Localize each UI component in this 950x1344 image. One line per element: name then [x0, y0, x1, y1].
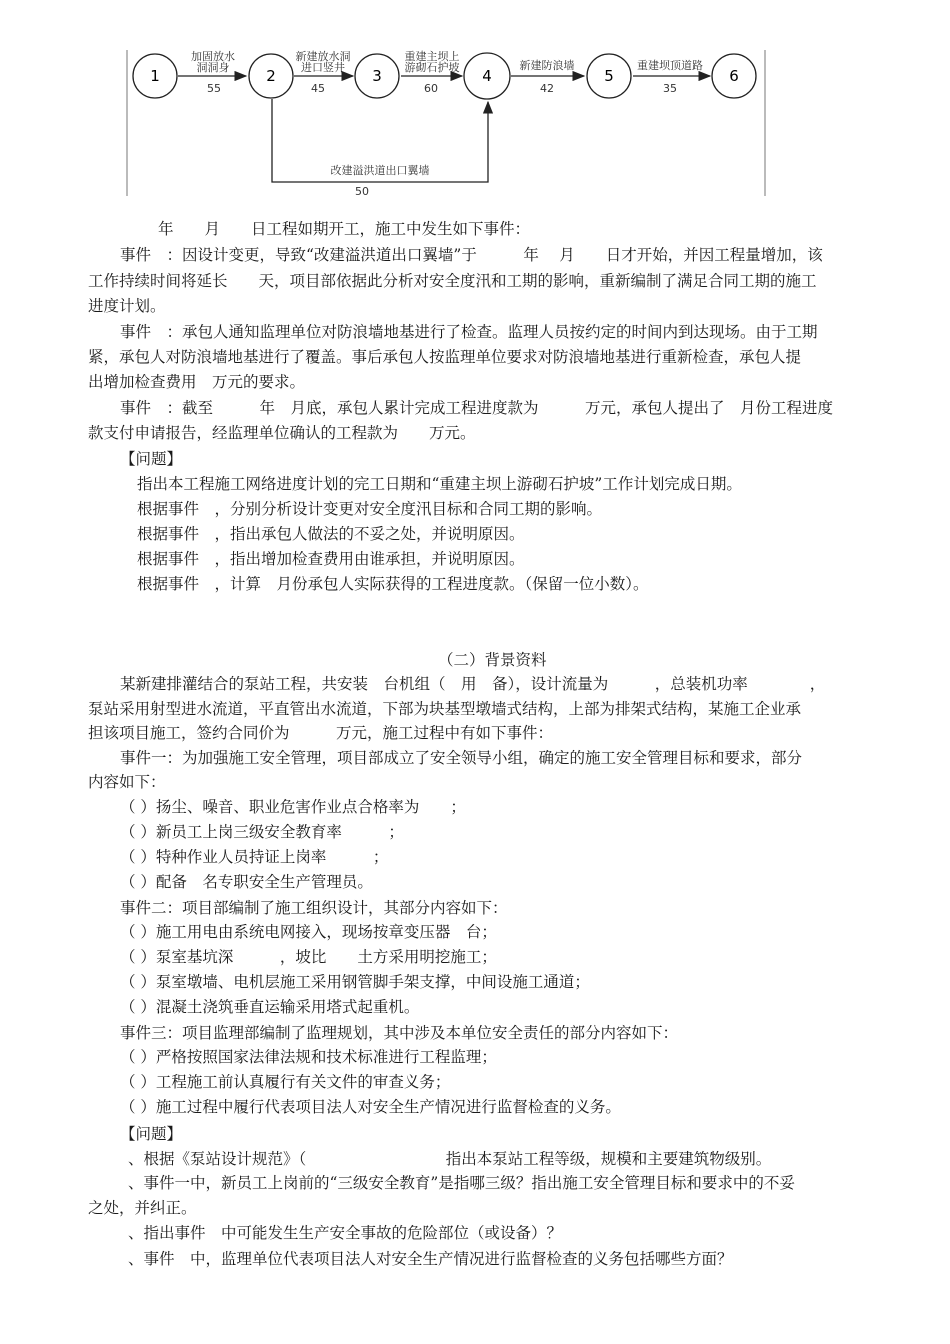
event-one-line: 事件一：为加强施工安全管理，项目部成立了安全领导小组，确定的施工安全管理目标和要求，部分 [120, 749, 803, 767]
bypass-activity-duration: 50 [355, 185, 369, 198]
svg-text:6: 6 [729, 67, 739, 85]
svg-text:2: 2 [266, 67, 276, 85]
activity-duration: 60 [424, 82, 438, 95]
event3-line: 款支付申请报告，经监理单位确认的工程款为 万元。 [88, 424, 476, 442]
event-two-item: （ ）施工用电由系统电网接入，现场按章变压器 台； [120, 923, 497, 941]
questions-heading: 【问题】 [120, 450, 183, 468]
node-5 [587, 54, 631, 98]
event-three-item: （ ）施工过程中履行代表项目法人对安全生产情况进行监督检查的义务。 [120, 1098, 621, 1116]
question-item: 之处，并纠正。 [88, 1199, 197, 1217]
event2-line: 紧，承包人对防浪墙地基进行了覆盖。事后承包人按监理单位要求对防浪墙地基进行重新检查，承包人提 [88, 348, 802, 366]
question-item: 根据事件 ，指出承包人做法的不妥之处，并说明原因。 [137, 525, 525, 543]
question-item: 、根据《泵站设计规范》（ 指出本泵站工程等级，规模和主要建筑物级别。 [128, 1150, 772, 1168]
bypass-activity-label: 改建溢洪道出口翼墙 [330, 164, 430, 177]
svg-text:1: 1 [150, 67, 160, 85]
node-3 [355, 54, 399, 98]
intro-line: 年 月 日工程如期开工，施工中发生如下事件： [158, 220, 531, 238]
activity-label: 加固放水 [191, 50, 235, 63]
svg-text:4: 4 [482, 67, 492, 85]
section-heading: （二）背景资料 [438, 651, 547, 669]
event1-line: 工作持续时间将延长 天，项目部依据此分析对安全度汛和工期的影响，重新编制了满足合同工期的施工 [88, 272, 817, 290]
activity-duration: 45 [311, 82, 325, 95]
background-line: 泵站采用射型进水流道，平直管出水流道，下部为块基型墩墙式结构，上部为排架式结构，某施工企业承 [88, 700, 802, 718]
background-line: 担该项目施工，签约合同价为 万元，施工过程中有如下事件： [88, 724, 554, 742]
event-two-item: （ ）混凝土浇筑垂直运输采用塔式起重机。 [120, 998, 420, 1016]
activity-duration: 55 [207, 82, 221, 95]
event-two-item: （ ）泵室基坑深 ，坡比 土方采用明挖施工； [120, 948, 497, 966]
event-one-item: （ ）新员工上岗三级安全教育率 ； [120, 823, 404, 841]
svg-text:5: 5 [604, 67, 614, 85]
node-2 [249, 54, 293, 98]
activity-label: 重建坝顶道路 [637, 59, 703, 72]
event2-line: 出增加检查费用 万元的要求。 [88, 373, 306, 391]
question-item: 指出本工程施工网络进度计划的完工日期和“重建主坝上游砌石护坡”工作计划完成日期。 [137, 475, 742, 493]
question-item: 、事件一中，新员工上岗前的“三级安全教育”是指哪三级？指出施工安全管理目标和要求中的不妥 [128, 1174, 795, 1192]
question-item: 根据事件 ，分别分析设计变更对安全度汛目标和合同工期的影响。 [137, 500, 603, 518]
event-one-line: 内容如下： [88, 773, 166, 791]
activity-duration: 35 [663, 82, 677, 95]
question-item: 根据事件 ，指出增加检查费用由谁承担，并说明原因。 [137, 550, 525, 568]
event-one-item: （ ）配备 名专职安全生产管理员。 [120, 873, 373, 891]
event-three-item: （ ）严格按照国家法律法规和技术标准进行工程监理； [120, 1048, 497, 1066]
event-one-item: （ ）扬尘、噪音、职业危害作业点合格率为 ； [120, 798, 466, 816]
event-two-line: 事件二：项目部编制了施工组织设计，其部分内容如下： [120, 899, 508, 917]
activity-label: 新建放水洞 [295, 50, 351, 63]
event3-line: 事件 ：截至 年 月底，承包人累计完成工程进度款为 万元，承包人提出了 月份工程进度 [120, 399, 834, 417]
activity-label: 新建防浪墙 [519, 59, 575, 72]
network-diagram [0, 0, 950, 205]
activity-label: 游砌石护坡 [404, 61, 460, 74]
node-4 [464, 53, 510, 99]
activity-duration: 42 [540, 82, 554, 95]
activity-label: 重建主坝上 [404, 50, 460, 63]
question-item: 、指出事件 中可能发生生产安全事故的危险部位（或设备）？ [128, 1224, 563, 1242]
event1-line: 事件 ：因设计变更，导致“改建溢洪道出口翼墙”于 年 月 日才开始，并因工程量增加，该 [120, 246, 823, 264]
event-two-item: （ ）泵室墩墙、电机层施工采用钢管脚手架支撑，中间设施工通道； [120, 973, 590, 991]
questions-heading: 【问题】 [120, 1125, 183, 1143]
activity-label: 进口竖井 [301, 61, 345, 74]
event-three-line: 事件三：项目监理部编制了监理规划，其中涉及本单位安全责任的部分内容如下： [120, 1024, 679, 1042]
svg-text:3: 3 [372, 67, 382, 85]
event-three-item: （ ）工程施工前认真履行有关文件的审查义务； [120, 1073, 451, 1091]
question-item: 、事件 中，监理单位代表项目法人对安全生产情况进行监督检查的义务包括哪些方面？ [128, 1250, 733, 1268]
node-6 [712, 54, 756, 98]
question-item: 根据事件 ，计算 月份承包人实际获得的工程进度款。（保留一位小数）。 [137, 575, 649, 593]
event2-line: 事件 ：承包人通知监理单位对防浪墙地基进行了检查。监理人员按约定的时间内到达现场。由于工期 [120, 323, 818, 341]
event1-line: 进度计划。 [88, 297, 166, 315]
node-1 [133, 54, 177, 98]
activity-label: 洞洞身 [196, 61, 230, 74]
background-line: 某新建排灌结合的泵站工程，共安装 台机组（ 用 备），设计流量为 ，总装机功率 ， [120, 675, 826, 693]
event-one-item: （ ）特种作业人员持证上岗率 ； [120, 848, 389, 866]
